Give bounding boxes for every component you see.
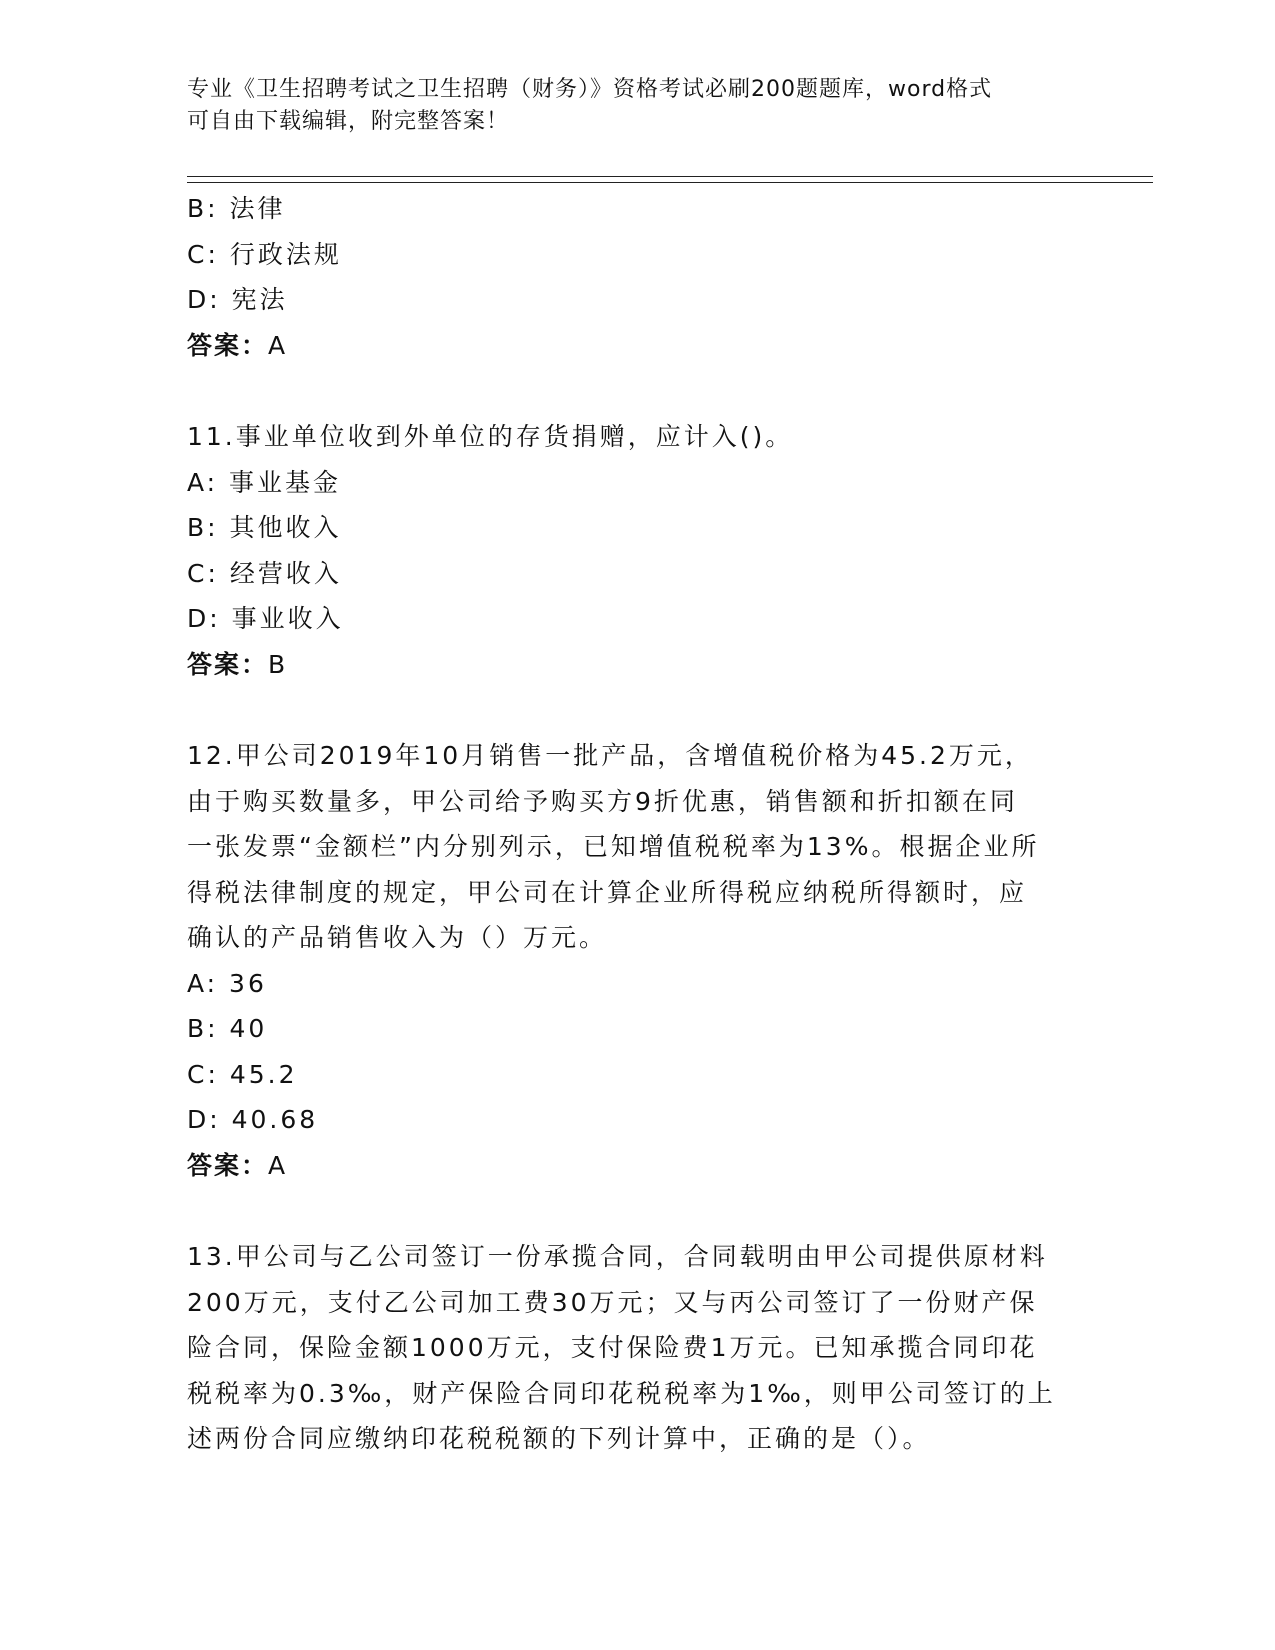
question-11 [187, 414, 1087, 687]
answer-label: 答案： [187, 1150, 269, 1180]
answer-value: A [268, 330, 288, 360]
spacer [187, 687, 1087, 733]
answer-value: B [268, 649, 288, 679]
question-content [187, 186, 1087, 1462]
option-c: C: 行政法规 [187, 239, 342, 269]
question-12 [187, 733, 1087, 1188]
option-c: C: 经营收入 [187, 558, 342, 588]
answer-label: 答案： [187, 330, 269, 360]
header-divider-bottom [187, 182, 1153, 183]
question-stem-line: 确认的产品销售收入为（）万元。 [187, 923, 608, 952]
option-a: A: 事业基金 [187, 467, 342, 497]
option-b: B: 法律 [187, 194, 286, 223]
option-b: B: 其他收入 [187, 513, 342, 542]
option-a: A: 36 [187, 968, 267, 998]
question-prev [187, 186, 1087, 368]
answer-label: 答案： [187, 649, 269, 679]
header-divider-top [187, 176, 1153, 177]
answer-value: A [268, 1150, 288, 1180]
option-d: D: 宪法 [187, 285, 288, 314]
option-b: B: 40 [187, 1014, 268, 1043]
option-c: C: 45.2 [187, 1059, 298, 1089]
question-stem-line: 险合同，保险金额1000万元，支付保险费1万元。已知承揽合同印花 [187, 1333, 1038, 1362]
answer [187, 642, 1087, 688]
header-line-2: 可自由下载编辑，附完整答案！ [187, 109, 510, 134]
spacer [187, 368, 1087, 414]
document-header [187, 74, 1067, 138]
question-stem-line: 税税率为0.3‰，财产保险合同印花税税率为1‰，则甲公司签订的上 [187, 1378, 1056, 1408]
question-stem-line: 200万元，支付乙公司加工费30万元；又与丙公司签订了一份财产保 [187, 1287, 1038, 1317]
question-13 [187, 1234, 1087, 1462]
question-stem: 11.事业单位收到外单位的存货捐赠，应计入()。 [187, 422, 794, 451]
spacer [187, 1188, 1087, 1234]
option-d: D: 事业收入 [187, 604, 344, 633]
answer [187, 1143, 1087, 1189]
question-stem-line: 12.甲公司2019年10月销售一批产品，含增值税价格为45.2万元， [187, 741, 1033, 770]
header-line-1: 专业《卫生招聘考试之卫生招聘（财务）》资格考试必刷200题题库，word格式 [187, 77, 993, 102]
question-stem-line: 由于购买数量多，甲公司给予购买方9折优惠，销售额和折扣额在同 [187, 786, 1018, 816]
question-stem-line: 一张发票“金额栏”内分别列示，已知增值税税率为13%。根据企业所 [187, 832, 1040, 861]
question-stem-line: 13.甲公司与乙公司签订一份承揽合同，合同载明由甲公司提供原材料 [187, 1242, 1048, 1271]
answer [187, 323, 1087, 369]
question-stem-line: 得税法律制度的规定，甲公司在计算企业所得税应纳税所得额时，应 [187, 877, 1028, 907]
option-d: D: 40.68 [187, 1105, 319, 1134]
question-stem-line: 述两份合同应缴纳印花税税额的下列计算中，正确的是（）。 [187, 1424, 931, 1453]
